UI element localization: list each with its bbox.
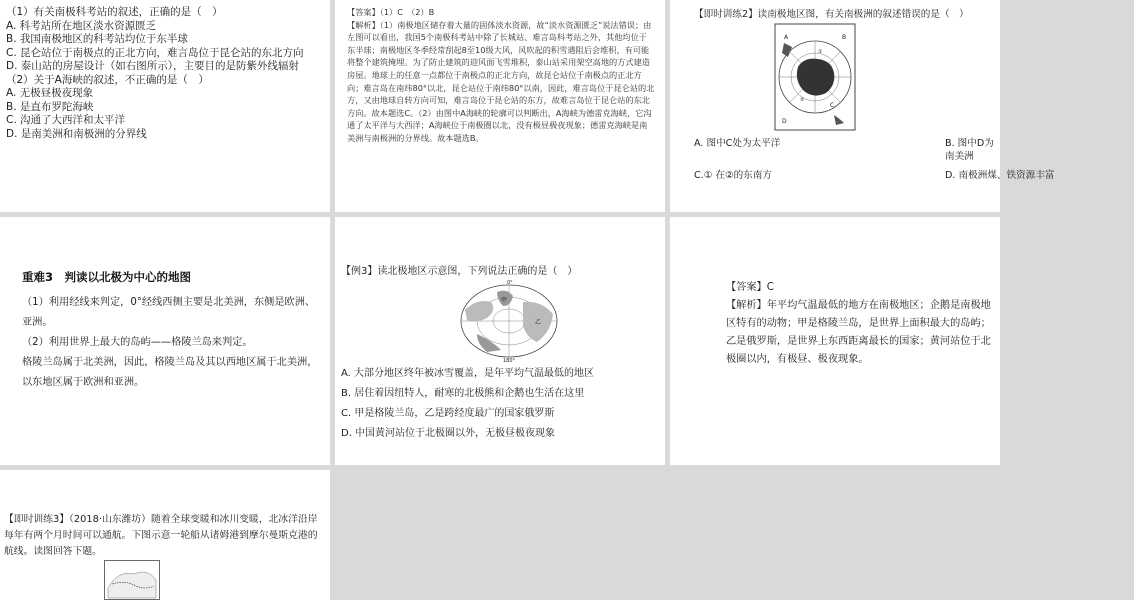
map-label-yi: 乙 xyxy=(535,319,542,326)
q1-option-a: A. 科考站所在地区淡水资源匮乏 xyxy=(6,19,157,32)
q2-option-a: A. 无极昼极夜现象 xyxy=(6,87,94,99)
map-label-180deg: 180° xyxy=(503,358,516,364)
q2-option-c: C. 沟通了大西洋和太平洋 xyxy=(6,114,126,126)
training3-panel xyxy=(0,470,330,600)
question-panel-antarctic xyxy=(0,0,330,212)
example3-option-a: A. 大部分地区终年被冰雪覆盖，是年平均气温最低的地区 xyxy=(341,368,595,379)
q2-option-d: D. 是南美洲和南极洲的分界线 xyxy=(6,127,147,140)
difficulty3-point3: 格陵兰岛属于北美洲，因此，格陵兰岛及其以西地区属于北美洲，以东地区属于欧洲和亚洲。 xyxy=(22,357,318,388)
map-label-c: C xyxy=(830,102,835,109)
training2-options xyxy=(694,137,1055,182)
example3-answer: 【答案】C xyxy=(726,282,774,293)
analysis-text: 【解析】（1）南极地区储存着大量的固体淡水资源，故“淡水资源匮乏”说法错误；由左图可以看出，我国5个南极科考站中除了长城站、难言岛科考站之外，其他均位于东半球；南极地区冬季经常刮起8至10级大风，风吹起的积雪遇阻后会堆积，有可能将整个建筑掩埋。为了防止建筑的迎风面飞雪堆积，泰山站采用架空高地的方式建造房屋。地球上的任意一点都位于南极点的正北方向，故昆仑站位于南极点的正北方向；难言岛在南纬80°以北，昆仑站位于南纬80°以南，因此，难言岛位于昆仑站的北方，又由地球自转方向可知，难言岛位于昆仑站的东方，故难言岛位于昆仑站的东北方向。故本题选C。（2）由图中A海峡的轮廓可以判断出，A海峡为德雷克海峡，它沟通了太平洋与大西洋；A海峡位于南极圈以北，没有极昼极夜现象；德雷克海峡是南美洲与南极洲的分界线。故本题选B。 xyxy=(347,19,655,143)
training2-option-b: B. 图中D为南美洲 xyxy=(945,138,994,162)
answer-text: 【答案】（1）C （2）B xyxy=(347,7,435,17)
map-label-2: ② xyxy=(800,97,805,103)
arctic-map-figure xyxy=(457,280,561,362)
difficulty3-title: 重难3 判读以北极为中心的地图 xyxy=(22,270,191,284)
training2-option-a: A. 图中C处为太平洋 xyxy=(694,138,781,149)
example3-question: 【例3】读北极地区示意图，下列说法正确的是（ ） xyxy=(341,266,578,277)
map-label-jia: 甲 xyxy=(501,297,508,304)
example3-panel xyxy=(335,217,665,465)
difficulty3-point1: （1）利用经线来判定，0°经线西侧主要是北美洲，东侧是欧洲、亚洲。 xyxy=(22,297,316,328)
training2-panel xyxy=(670,0,1055,212)
map-label-a: A xyxy=(784,34,789,41)
answer-panel-antarctic xyxy=(335,0,665,212)
example3-option-d: D. 中国黄河站位于北极圈以外，无极昼极夜现象 xyxy=(341,428,556,439)
map-label-d: D xyxy=(782,118,787,125)
q1-option-c: C. 昆仑站位于南极点的正北方向，难言岛位于昆仑站的东北方向 xyxy=(6,46,304,59)
training2-option-c: C.① 在②的东南方 xyxy=(694,170,772,181)
q2-option-b: B. 是直布罗陀海峡 xyxy=(6,100,94,113)
example3-analysis: 【解析】年平均气温最低的地方在南极地区；企鹅是南极地区特有的动物；甲是格陵兰岛，是世界上面积最大的岛屿；乙是俄罗斯，是世界上东西距离最长的国家；黄河站位于北极圈以内，有极昼、极夜现象。 xyxy=(726,300,991,365)
antarctic-map-figure xyxy=(774,23,856,131)
example3-answer-panel xyxy=(670,217,1000,465)
q1-option-d: D. 泰山站的房屋设计（如右图所示），主要目的是防紫外线辐射 xyxy=(6,60,300,72)
map-label-b: B xyxy=(842,34,847,41)
map-label-1: ① xyxy=(818,49,823,55)
q2-stem: （2）关于A海峡的叙述，不正确的是（ ） xyxy=(6,73,209,86)
training3-question: 【即时训练3】（2018·山东潍坊）随着全球变暖和冰川变暖，北冰洋沿岸每年有两个月时间可以通航。下图示意一轮船从诸姆港到摩尔曼斯克港的航线。读图回答下题。 xyxy=(4,514,318,557)
training2-question: 【即时训练2】读南极地区图，有关南极洲的叙述错误的是（ ） xyxy=(694,9,969,20)
shipping-route-map-figure xyxy=(104,560,160,600)
map-label-0deg: 0° xyxy=(507,280,513,286)
example3-option-b: B. 居住着因纽特人，耐寒的北极熊和企鹅也生活在这里 xyxy=(341,388,585,399)
difficulty3-point2: （2）利用世界上最大的岛屿——格陵兰岛来判定。 xyxy=(22,337,253,348)
empty-area xyxy=(335,470,1000,600)
example3-option-c: C. 甲是格陵兰岛，乙是跨经度最广的国家俄罗斯 xyxy=(341,408,555,419)
training2-option-d: D. 南极洲煤、铁资源丰富 xyxy=(945,170,1055,181)
difficulty3-panel xyxy=(0,217,330,465)
q1-option-b: B. 我国南极地区的科考站均位于东半球 xyxy=(6,33,188,45)
q1-stem: （1）有关南极科考站的叙述，正确的是（ ） xyxy=(6,6,223,18)
